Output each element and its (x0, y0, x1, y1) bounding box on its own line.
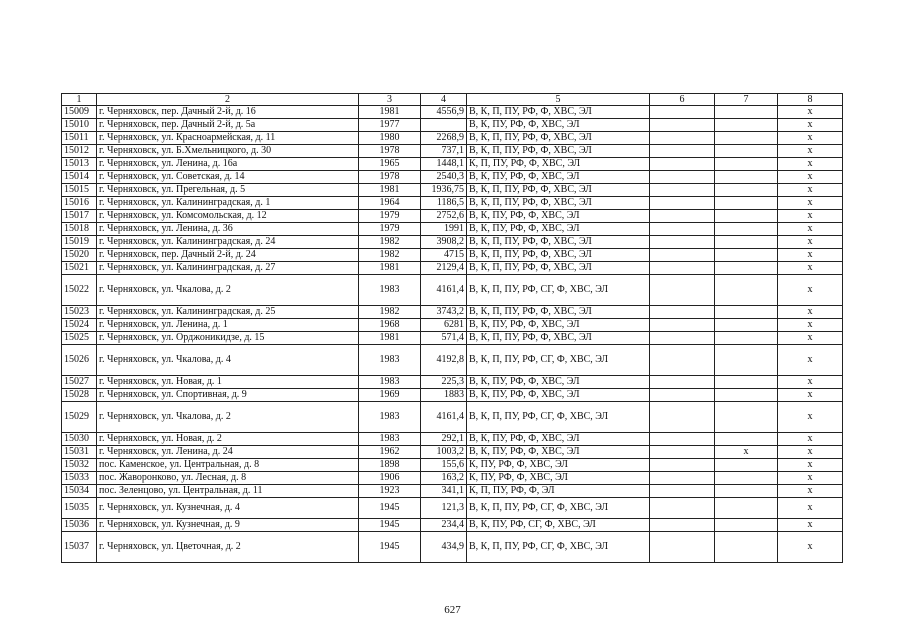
row-services: В, К, П, ПУ, РФ, Ф, ХВС, ЭЛ (467, 262, 650, 275)
row-area: 1991 (421, 223, 467, 236)
row-id: 15024 (62, 319, 97, 332)
row-services: В, К, П, ПУ, РФ, Ф, ХВС, ЭЛ (467, 106, 650, 119)
row-address: г. Черняховск, ул. Спортивная, д. 9 (97, 389, 359, 402)
row-col6 (650, 376, 715, 389)
row-id: 15012 (62, 145, 97, 158)
row-id: 15017 (62, 210, 97, 223)
row-area: 1448,1 (421, 158, 467, 171)
row-services: В, К, П, ПУ, РФ, Ф, ХВС, ЭЛ (467, 145, 650, 158)
column-header: 8 (778, 94, 843, 106)
row-address: г. Черняховск, ул. Ленина, д. 16а (97, 158, 359, 171)
row-id: 15028 (62, 389, 97, 402)
row-col6 (650, 306, 715, 319)
row-area: 341,1 (421, 485, 467, 498)
row-id: 15016 (62, 197, 97, 210)
row-col8: х (778, 132, 843, 145)
row-id: 15022 (62, 275, 97, 306)
row-col7 (715, 498, 778, 519)
row-col7 (715, 376, 778, 389)
row-year: 1979 (359, 223, 421, 236)
row-col7: х (715, 446, 778, 459)
row-col6 (650, 210, 715, 223)
row-col8: х (778, 345, 843, 376)
row-id: 15014 (62, 171, 97, 184)
row-id: 15025 (62, 332, 97, 345)
row-services: К, П, ПУ, РФ, Ф, ХВС, ЭЛ (467, 158, 650, 171)
row-address: г. Черняховск, пер. Дачный 2-й, д. 5а (97, 119, 359, 132)
row-col6 (650, 236, 715, 249)
row-address: пос. Каменское, ул. Центральная, д. 8 (97, 459, 359, 472)
row-year: 1982 (359, 236, 421, 249)
page-number: 627 (444, 604, 461, 616)
row-id: 15036 (62, 519, 97, 532)
row-services: В, К, ПУ, РФ, Ф, ХВС, ЭЛ (467, 119, 650, 132)
table-row (62, 306, 843, 319)
row-col8: х (778, 472, 843, 485)
row-col6 (650, 249, 715, 262)
row-area: 3743,2 (421, 306, 467, 319)
row-col7 (715, 519, 778, 532)
row-year: 1945 (359, 519, 421, 532)
row-services: В, К, ПУ, РФ, Ф, ХВС, ЭЛ (467, 171, 650, 184)
row-year: 1969 (359, 389, 421, 402)
row-col8: х (778, 306, 843, 319)
row-col6 (650, 532, 715, 563)
row-col8: х (778, 262, 843, 275)
table-row (62, 223, 843, 236)
row-address: г. Черняховск, ул. Ленина, д. 36 (97, 223, 359, 236)
row-col8: х (778, 171, 843, 184)
table-row (62, 275, 843, 306)
row-area: 4192,8 (421, 345, 467, 376)
row-services: В, К, П, ПУ, РФ, СГ, Ф, ХВС, ЭЛ (467, 345, 650, 376)
table-row (62, 332, 843, 345)
row-id: 15011 (62, 132, 97, 145)
table-row (62, 184, 843, 197)
table-row (62, 376, 843, 389)
row-services: В, К, П, ПУ, РФ, СГ, Ф, ХВС, ЭЛ (467, 402, 650, 433)
row-year: 1981 (359, 106, 421, 119)
row-id: 15031 (62, 446, 97, 459)
row-id: 15033 (62, 472, 97, 485)
column-header: 6 (650, 94, 715, 106)
row-col7 (715, 306, 778, 319)
row-col6 (650, 132, 715, 145)
row-col6 (650, 275, 715, 306)
row-area: 234,4 (421, 519, 467, 532)
row-id: 15019 (62, 236, 97, 249)
table-row (62, 249, 843, 262)
row-col7 (715, 433, 778, 446)
column-header: 2 (97, 94, 359, 106)
table-row (62, 132, 843, 145)
row-address: г. Черняховск, ул. Орджоникидзе, д. 15 (97, 332, 359, 345)
table-row (62, 532, 843, 563)
row-services: К, ПУ, РФ, Ф, ХВС, ЭЛ (467, 459, 650, 472)
row-id: 15010 (62, 119, 97, 132)
row-col8: х (778, 275, 843, 306)
row-services: В, К, ПУ, РФ, Ф, ХВС, ЭЛ (467, 223, 650, 236)
row-col8: х (778, 223, 843, 236)
row-address: г. Черняховск, ул. Комсомольская, д. 12 (97, 210, 359, 223)
row-address: г. Черняховск, ул. Ленина, д. 24 (97, 446, 359, 459)
row-col8: х (778, 433, 843, 446)
row-year: 1983 (359, 402, 421, 433)
row-area: 4556,9 (421, 106, 467, 119)
row-year: 1923 (359, 485, 421, 498)
row-col7 (715, 171, 778, 184)
row-area: 155,6 (421, 459, 467, 472)
row-year: 1898 (359, 459, 421, 472)
row-id: 15020 (62, 249, 97, 262)
row-col7 (715, 389, 778, 402)
row-area: 4715 (421, 249, 467, 262)
row-area: 1936,75 (421, 184, 467, 197)
row-id: 15023 (62, 306, 97, 319)
row-col6 (650, 519, 715, 532)
column-header: 7 (715, 94, 778, 106)
row-id: 15026 (62, 345, 97, 376)
row-services: В, К, П, ПУ, РФ, Ф, ХВС, ЭЛ (467, 332, 650, 345)
row-col7 (715, 459, 778, 472)
row-col8: х (778, 519, 843, 532)
row-col7 (715, 184, 778, 197)
row-col6 (650, 119, 715, 132)
row-col6 (650, 433, 715, 446)
row-col8: х (778, 446, 843, 459)
row-col7 (715, 275, 778, 306)
row-col7 (715, 262, 778, 275)
row-col8: х (778, 249, 843, 262)
row-col7 (715, 332, 778, 345)
table-row (62, 345, 843, 376)
housing-registry-table (61, 93, 843, 563)
row-area (421, 119, 467, 132)
row-year: 1983 (359, 376, 421, 389)
row-col7 (715, 472, 778, 485)
row-area: 2268,9 (421, 132, 467, 145)
row-id: 15013 (62, 158, 97, 171)
row-col8: х (778, 376, 843, 389)
row-col7 (715, 249, 778, 262)
row-area: 4161,4 (421, 275, 467, 306)
row-col6 (650, 158, 715, 171)
row-col7 (715, 319, 778, 332)
row-area: 737,1 (421, 145, 467, 158)
row-area: 2540,3 (421, 171, 467, 184)
row-address: г. Черняховск, ул. Чкалова, д. 2 (97, 275, 359, 306)
row-col7 (715, 345, 778, 376)
row-col8: х (778, 184, 843, 197)
table-row (62, 236, 843, 249)
row-id: 15018 (62, 223, 97, 236)
row-year: 1978 (359, 145, 421, 158)
row-area: 571,4 (421, 332, 467, 345)
row-address: г. Черняховск, ул. Калининградская, д. 25 (97, 306, 359, 319)
row-col7 (715, 532, 778, 563)
row-area: 163,2 (421, 472, 467, 485)
row-area: 434,9 (421, 532, 467, 563)
row-services: В, К, ПУ, РФ, Ф, ХВС, ЭЛ (467, 210, 650, 223)
row-col7 (715, 158, 778, 171)
row-address: г. Черняховск, ул. Ленина, д. 1 (97, 319, 359, 332)
table-row (62, 197, 843, 210)
row-year: 1964 (359, 197, 421, 210)
row-address: г. Черняховск, ул. Красноармейская, д. 11 (97, 132, 359, 145)
row-services: К, П, ПУ, РФ, Ф, ЭЛ (467, 485, 650, 498)
table-row (62, 433, 843, 446)
row-services: В, К, П, ПУ, РФ, СГ, Ф, ХВС, ЭЛ (467, 498, 650, 519)
row-col6 (650, 262, 715, 275)
row-id: 15015 (62, 184, 97, 197)
row-address: г. Черняховск, ул. Чкалова, д. 4 (97, 345, 359, 376)
row-year: 1981 (359, 262, 421, 275)
row-id: 15035 (62, 498, 97, 519)
row-address: г. Черняховск, ул. Чкалова, д. 2 (97, 402, 359, 433)
row-area: 4161,4 (421, 402, 467, 433)
row-services: В, К, П, ПУ, РФ, СГ, Ф, ХВС, ЭЛ (467, 275, 650, 306)
row-col8: х (778, 485, 843, 498)
row-address: г. Черняховск, ул. Кузнечная, д. 9 (97, 519, 359, 532)
row-col6 (650, 472, 715, 485)
row-year: 1945 (359, 498, 421, 519)
table-header-row (62, 94, 843, 106)
table-row (62, 119, 843, 132)
row-col8: х (778, 210, 843, 223)
row-area: 2752,6 (421, 210, 467, 223)
row-services: В, К, ПУ, РФ, Ф, ХВС, ЭЛ (467, 319, 650, 332)
row-col8: х (778, 106, 843, 119)
row-services: В, К, ПУ, РФ, Ф, ХВС, ЭЛ (467, 376, 650, 389)
table-row (62, 106, 843, 119)
table-row (62, 472, 843, 485)
row-services: В, К, П, ПУ, РФ, Ф, ХВС, ЭЛ (467, 249, 650, 262)
row-services: К, ПУ, РФ, Ф, ХВС, ЭЛ (467, 472, 650, 485)
row-area: 292,1 (421, 433, 467, 446)
row-area: 1003,2 (421, 446, 467, 459)
row-col8: х (778, 402, 843, 433)
row-col7 (715, 236, 778, 249)
row-col6 (650, 332, 715, 345)
row-year: 1962 (359, 446, 421, 459)
row-col6 (650, 446, 715, 459)
row-col8: х (778, 532, 843, 563)
row-id: 15037 (62, 532, 97, 563)
row-col8: х (778, 197, 843, 210)
row-year: 1965 (359, 158, 421, 171)
row-col7 (715, 210, 778, 223)
row-address: г. Черняховск, ул. Калининградская, д. 24 (97, 236, 359, 249)
row-year: 1980 (359, 132, 421, 145)
row-col6 (650, 197, 715, 210)
row-services: В, К, ПУ, РФ, Ф, ХВС, ЭЛ (467, 446, 650, 459)
row-col8: х (778, 459, 843, 472)
row-col8: х (778, 145, 843, 158)
row-col6 (650, 145, 715, 158)
row-address: г. Черняховск, пер. Дачный 2-й, д. 16 (97, 106, 359, 119)
row-address: г. Черняховск, ул. Калининградская, д. 1 (97, 197, 359, 210)
table-row (62, 485, 843, 498)
column-header: 4 (421, 94, 467, 106)
row-area: 1883 (421, 389, 467, 402)
row-col6 (650, 223, 715, 236)
row-year: 1978 (359, 171, 421, 184)
row-col7 (715, 106, 778, 119)
row-col8: х (778, 498, 843, 519)
row-col8: х (778, 389, 843, 402)
row-address: г. Черняховск, ул. Новая, д. 2 (97, 433, 359, 446)
row-col6 (650, 485, 715, 498)
row-address: г. Черняховск, ул. Калининградская, д. 27 (97, 262, 359, 275)
row-year: 1979 (359, 210, 421, 223)
row-id: 15034 (62, 485, 97, 498)
row-address: г. Черняховск, пер. Дачный 2-й, д. 24 (97, 249, 359, 262)
row-address: г. Черняховск, ул. Прегельная, д. 5 (97, 184, 359, 197)
column-header: 5 (467, 94, 650, 106)
row-services: В, К, ПУ, РФ, СГ, Ф, ХВС, ЭЛ (467, 519, 650, 532)
row-col7 (715, 145, 778, 158)
row-col6 (650, 345, 715, 376)
row-services: В, К, П, ПУ, РФ, Ф, ХВС, ЭЛ (467, 197, 650, 210)
table-row (62, 498, 843, 519)
row-col7 (715, 223, 778, 236)
row-address: г. Черняховск, ул. Новая, д. 1 (97, 376, 359, 389)
row-col8: х (778, 119, 843, 132)
row-area: 225,3 (421, 376, 467, 389)
row-year: 1906 (359, 472, 421, 485)
row-address: г. Черняховск, ул. Кузнечная, д. 4 (97, 498, 359, 519)
table-row (62, 262, 843, 275)
row-address: пос. Зеленцово, ул. Центральная, д. 11 (97, 485, 359, 498)
row-area: 2129,4 (421, 262, 467, 275)
row-area: 3908,2 (421, 236, 467, 249)
row-address: г. Черняховск, ул. Цветочная, д. 2 (97, 532, 359, 563)
table-row (62, 145, 843, 158)
table-row (62, 171, 843, 184)
row-services: В, К, П, ПУ, РФ, Ф, ХВС, ЭЛ (467, 236, 650, 249)
row-services: В, К, П, ПУ, РФ, Ф, ХВС, ЭЛ (467, 184, 650, 197)
table-row (62, 158, 843, 171)
row-year: 1983 (359, 275, 421, 306)
row-col8: х (778, 236, 843, 249)
row-area: 6281 (421, 319, 467, 332)
row-col6 (650, 389, 715, 402)
row-col7 (715, 402, 778, 433)
row-col8: х (778, 158, 843, 171)
row-year: 1968 (359, 319, 421, 332)
table-row (62, 210, 843, 223)
row-col6 (650, 498, 715, 519)
row-year: 1983 (359, 345, 421, 376)
row-col6 (650, 402, 715, 433)
row-col6 (650, 171, 715, 184)
row-year: 1981 (359, 332, 421, 345)
row-col7 (715, 132, 778, 145)
row-col6 (650, 319, 715, 332)
row-id: 15030 (62, 433, 97, 446)
row-address: г. Черняховск, ул. Советская, д. 14 (97, 171, 359, 184)
column-header: 3 (359, 94, 421, 106)
row-year: 1983 (359, 433, 421, 446)
row-year: 1982 (359, 249, 421, 262)
row-year: 1945 (359, 532, 421, 563)
row-col7 (715, 485, 778, 498)
row-address: пос. Жаворонково, ул. Лесная, д. 8 (97, 472, 359, 485)
row-services: В, К, П, ПУ, РФ, Ф, ХВС, ЭЛ (467, 132, 650, 145)
table-row (62, 402, 843, 433)
row-services: В, К, П, ПУ, РФ, Ф, ХВС, ЭЛ (467, 306, 650, 319)
row-services: В, К, ПУ, РФ, Ф, ХВС, ЭЛ (467, 389, 650, 402)
row-year: 1982 (359, 306, 421, 319)
table-row (62, 446, 843, 459)
column-header: 1 (62, 94, 97, 106)
row-year: 1977 (359, 119, 421, 132)
row-area: 1186,5 (421, 197, 467, 210)
row-col7 (715, 197, 778, 210)
row-id: 15029 (62, 402, 97, 433)
table-row (62, 389, 843, 402)
row-address: г. Черняховск, ул. Б.Хмельницкого, д. 30 (97, 145, 359, 158)
table-row (62, 319, 843, 332)
row-services: В, К, П, ПУ, РФ, СГ, Ф, ХВС, ЭЛ (467, 532, 650, 563)
row-col8: х (778, 319, 843, 332)
row-id: 15032 (62, 459, 97, 472)
row-col8: х (778, 332, 843, 345)
table-row (62, 519, 843, 532)
row-col7 (715, 119, 778, 132)
row-col6 (650, 106, 715, 119)
row-services: В, К, ПУ, РФ, Ф, ХВС, ЭЛ (467, 433, 650, 446)
row-id: 15021 (62, 262, 97, 275)
row-id: 15027 (62, 376, 97, 389)
row-year: 1981 (359, 184, 421, 197)
table-row (62, 459, 843, 472)
row-col6 (650, 184, 715, 197)
row-id: 15009 (62, 106, 97, 119)
row-col6 (650, 459, 715, 472)
row-area: 121,3 (421, 498, 467, 519)
